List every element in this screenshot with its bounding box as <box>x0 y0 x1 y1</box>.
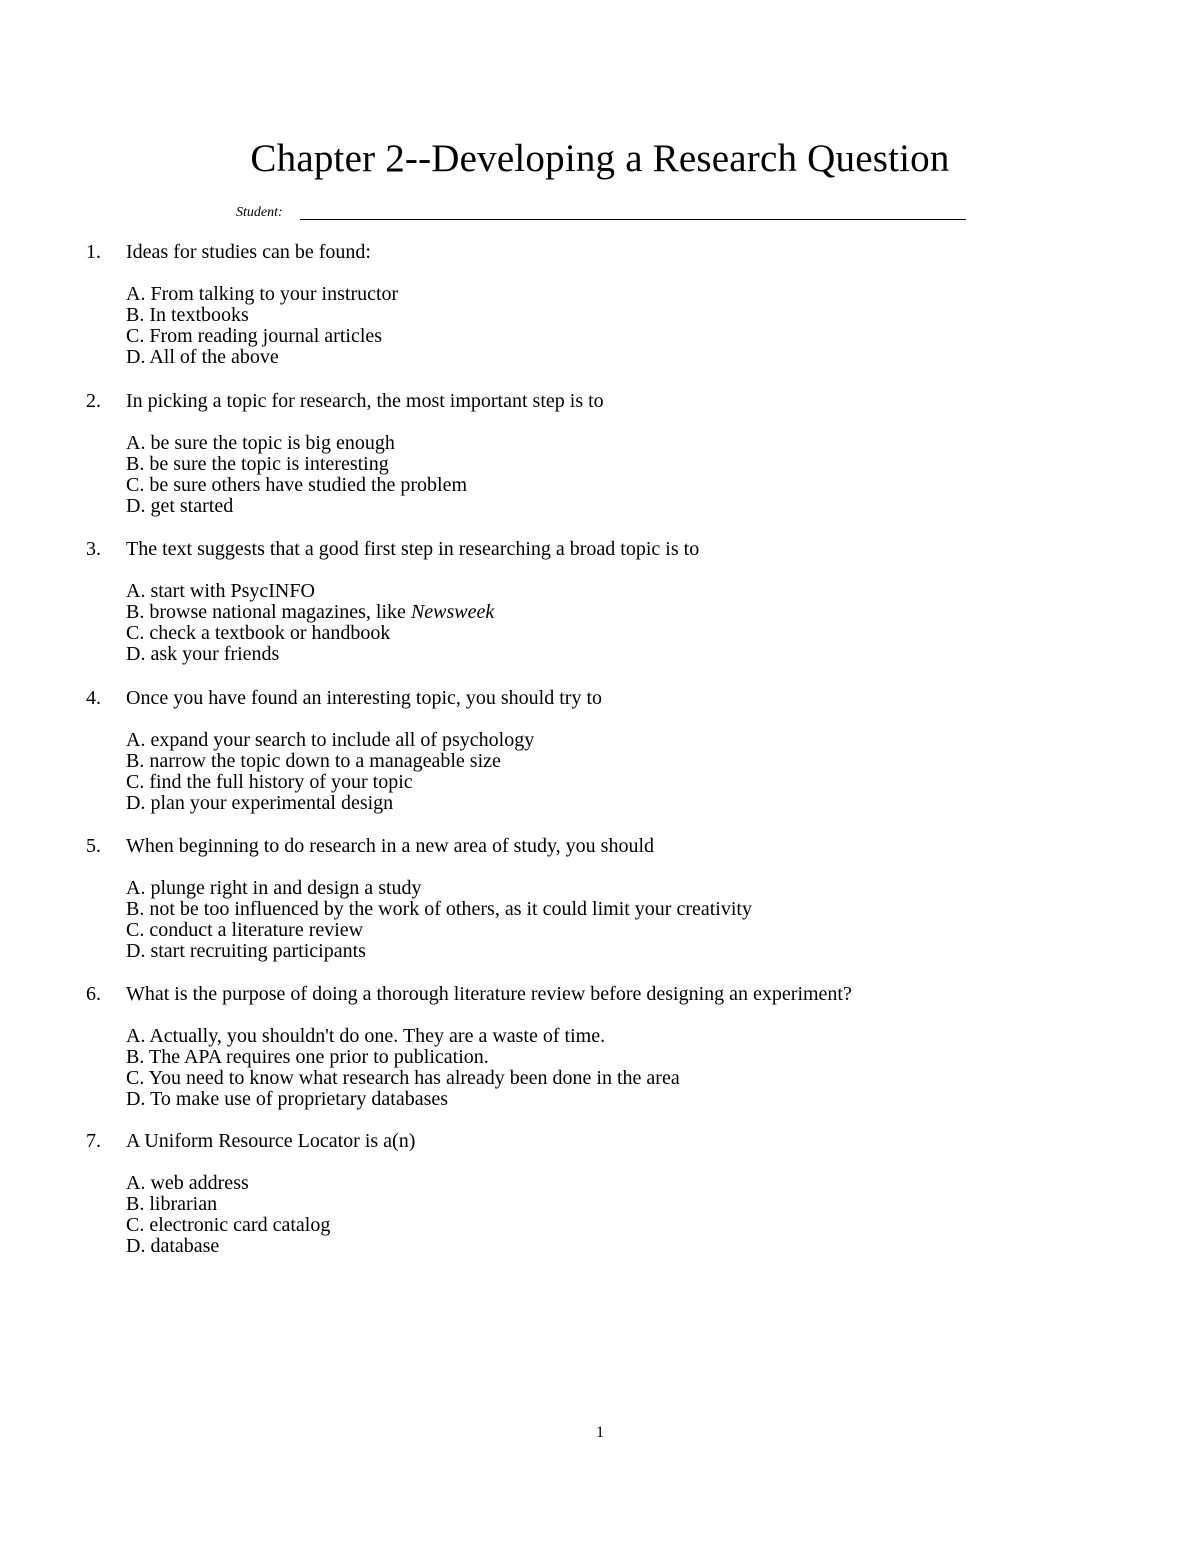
question-text: What is the purpose of doing a thorough literature review before designing an experiment? <box>126 983 852 1005</box>
question-text: In picking a topic for research, the most important step is to <box>126 390 604 412</box>
choice-d: D. To make use of proprietary databases <box>126 1088 449 1110</box>
question-text: The text suggests that a good first step in researching a broad topic is to <box>126 538 700 560</box>
question-number: 7. <box>86 1130 101 1152</box>
choice-b: B. narrow the topic down to a manageable size <box>126 750 501 772</box>
choice-b: B. The APA requires one prior to publication. <box>126 1046 489 1068</box>
choice-b: B. browse national magazines, like Newsweek <box>126 601 495 623</box>
choice-a: A. plunge right in and design a study <box>126 877 422 899</box>
question-number: 3. <box>86 538 101 560</box>
choice-list <box>126 581 494 665</box>
choice-a: A. Actually, you shouldn't do one. They are a waste of time. <box>126 1025 606 1047</box>
choice-a: A. be sure the topic is big enough <box>126 432 395 454</box>
choice-a: A. web address <box>126 1172 249 1194</box>
choice-list <box>126 284 398 368</box>
choice-list <box>126 433 467 517</box>
choice-d: D. get started <box>126 495 234 517</box>
choice-a: A. From talking to your instructor <box>126 283 399 305</box>
choice-b: B. be sure the topic is interesting <box>126 453 389 475</box>
question-text: Once you have found an interesting topic, you should try to <box>126 687 603 709</box>
choice-d: D. database <box>126 1235 220 1257</box>
question-text: When beginning to do research in a new area of study, you should <box>126 835 654 857</box>
question-number: 2. <box>86 390 101 412</box>
question-number: 5. <box>86 835 101 857</box>
choice-c: C. be sure others have studied the problem <box>126 474 468 496</box>
choice-c: C. conduct a literature review <box>126 919 364 941</box>
choice-b: B. not be too influenced by the work of others, as it could limit your creativity <box>126 898 752 920</box>
choice-b: B. librarian <box>126 1193 218 1215</box>
choice-a: A. expand your search to include all of psychology <box>126 729 535 751</box>
question-text: A Uniform Resource Locator is a(n) <box>126 1130 416 1152</box>
choice-d: D. All of the above <box>126 346 279 368</box>
student-name-blank <box>300 219 966 220</box>
choice-c: C. You need to know what research has already been done in the area <box>126 1067 680 1089</box>
question-number: 4. <box>86 687 101 709</box>
choice-c: C. check a textbook or handbook <box>126 622 391 644</box>
choice-d: D. start recruiting participants <box>126 940 366 962</box>
question-number: 6. <box>86 983 101 1005</box>
student-name-line <box>236 203 966 223</box>
student-label: Student: <box>236 205 283 220</box>
question-number: 1. <box>86 241 101 263</box>
magazine-title: Newsweek <box>410 601 495 623</box>
choice-list <box>126 730 534 814</box>
choice-b: B. In textbooks <box>126 304 249 326</box>
choice-c: C. electronic card catalog <box>126 1214 331 1236</box>
page-title: Chapter 2--Developing a Research Question <box>250 137 950 180</box>
choice-a: A. start with PsycINFO <box>126 580 315 602</box>
page-number: 1 <box>596 1424 604 1441</box>
choice-c: C. From reading journal articles <box>126 325 383 347</box>
choice-list <box>126 1026 680 1110</box>
choice-list <box>126 1173 330 1257</box>
choice-list <box>126 878 752 962</box>
choice-d: D. ask your friends <box>126 643 280 665</box>
choice-c: C. find the full history of your topic <box>126 771 413 793</box>
choice-d: D. plan your experimental design <box>126 792 394 814</box>
question-text: Ideas for studies can be found: <box>126 241 371 263</box>
